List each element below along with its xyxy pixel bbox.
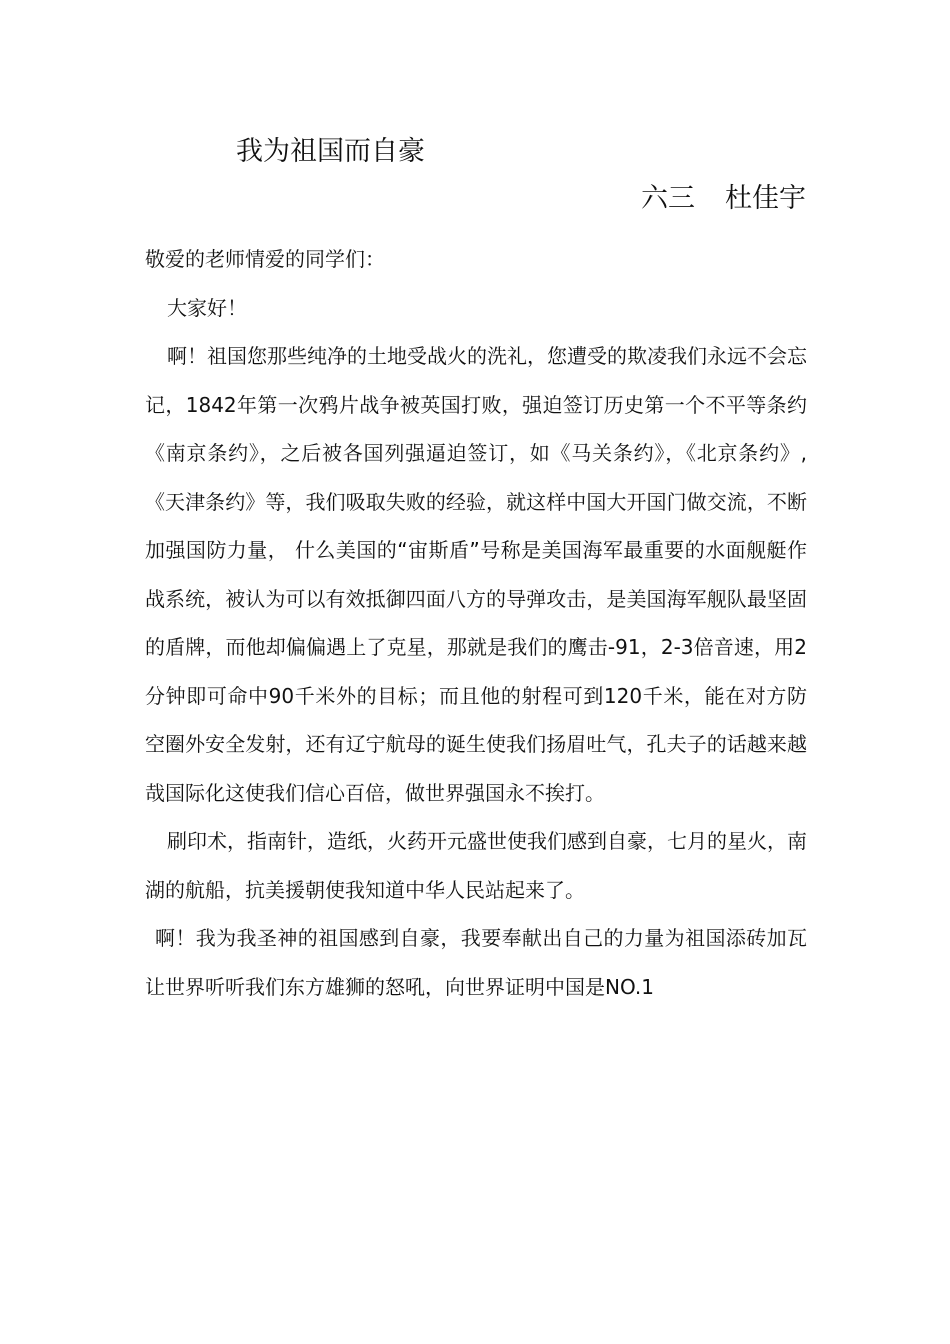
greeting: 大家好！ [167,295,247,320]
author-class: 六三 [641,183,695,214]
essay-body [145,235,807,1011]
essay-title: 我为祖国而自豪 [236,136,425,167]
author-line [641,181,806,217]
paragraph: 啊！祖国您那些纯净的土地受战火的洗礼，您遭受的欺凌我们永远不会忘记，1842年第一次鸦片战争被英国打败，强迫签订历史第一个不平等条约《南京条约》，之后被各国列强逼迫签订，如《马关条约》，《北京条约》,《天津条约》等，我们吸取失败的经验，就这样中国大开国门做交流，不断加强国防力量， 什么美国的“宙斯盾”号称是美国海军最重要的水面舰艇作战系统，被认为可以有效抵御四面八方的导弹攻击，是美国海军舰队最坚固的盾牌，而他却偏偏遇上了克星，那就是我们的鹰击-91，2-3倍音速，用2分钟即可命中90千米外的目标；而且他的射程可到120千米，能在对方防空圈外安全发射，还有辽宁航母的诞生使我们扬眉吐气，孔夫子的话越来越哉国际化这使我们信心百倍，做世界强国永不挨打。 [145,344,807,805]
paragraph: 刷印术，指南针，造纸，火药开元盛世使我们感到自豪，七月的星火，南湖的航船，抗美援朝使我知道中华人民站起来了。 [145,829,807,902]
salutation: 敬爱的老师情爱的同学们： [145,247,385,271]
paragraph: 啊！我为我圣神的祖国感到自豪，我要奉献出自己的力量为祖国添砖加瓦让世界听听我们东方雄狮的怒吼，向世界证明中国是NO.1 [145,926,807,999]
author-name: 杜佳宇 [725,183,806,214]
